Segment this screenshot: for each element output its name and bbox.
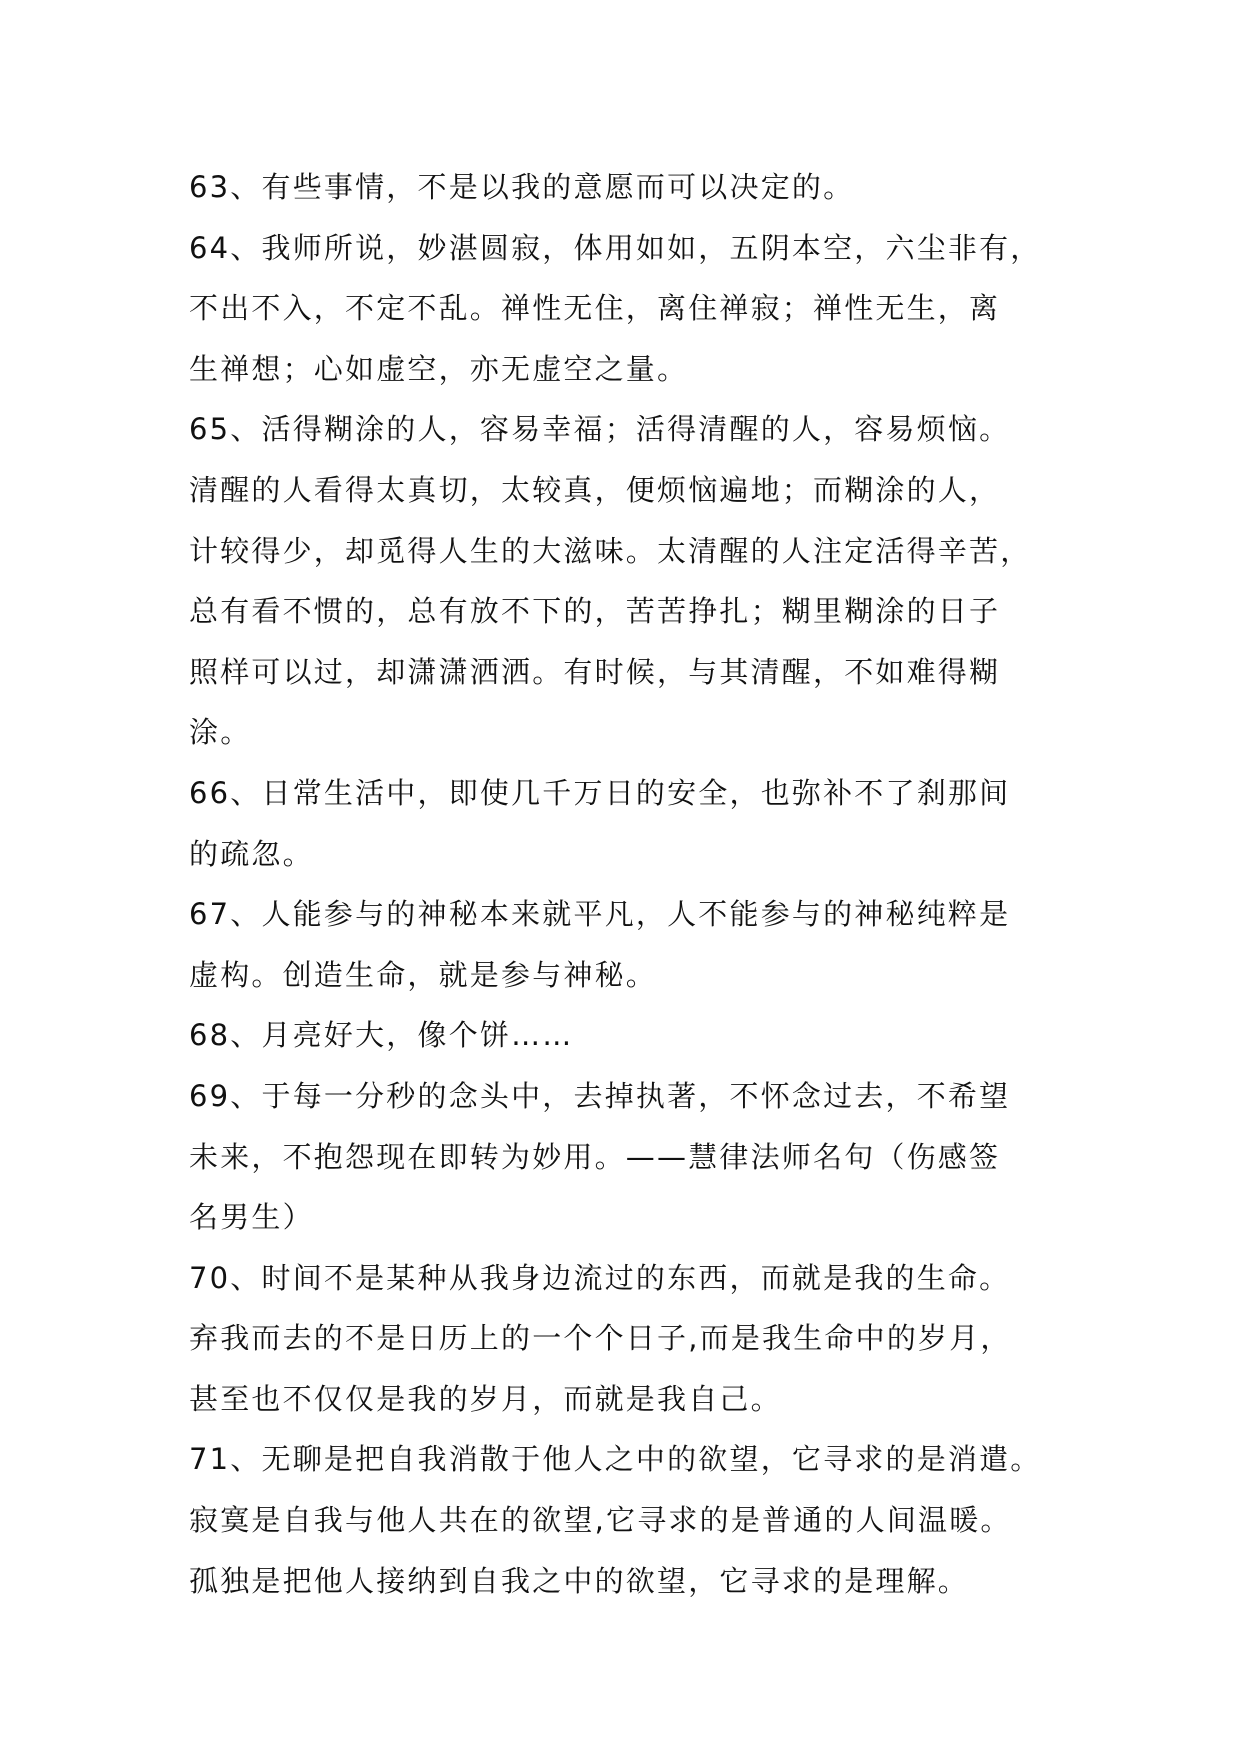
body-text (189, 157, 1069, 1611)
text-line: 不出不入，不定不乱。禅性无住，离住禅寂；禅性无生，离 (189, 291, 1001, 326)
text-line: 64、我师所说，妙湛圆寂，体用如如，五阴本空，六尘非有， (189, 230, 1042, 265)
text-line: 甚至也不仅仅是我的岁月，而就是我自己。 (189, 1381, 782, 1416)
text-line: 未来，不抱怨现在即转为妙用。——慧律法师名句（伤感签 (189, 1139, 1001, 1174)
text-line: 生禅想；心如虚空，亦无虚空之量。 (189, 351, 689, 386)
text-line: 63、有些事情，不是以我的意愿而可以决定的。 (189, 170, 855, 204)
text-line: 67、人能参与的神秘本来就平凡，人不能参与的神秘纯粹是 (189, 897, 1011, 932)
text-line: 清醒的人看得太真切，太较真，便烦恼遍地；而糊涂的人， (189, 472, 1001, 507)
text-line: 照样可以过，却潇潇洒洒。有时候，与其清醒，不如难得糊 (189, 654, 1001, 689)
text-line: 69、于每一分秒的念头中，去掉执著，不怀念过去，不希望 (189, 1078, 1011, 1113)
text-line: 66、日常生活中，即使几千万日的安全，也弥补不了刹那间 (189, 775, 1011, 810)
text-line: 68、月亮好大，像个饼…… (189, 1018, 574, 1053)
text-line: 70、时间不是某种从我身边流过的东西，而就是我的生命。 (189, 1260, 1011, 1295)
text-line: 寂寞是自我与他人共在的欲望,它寻求的是普通的人间温暖。 (189, 1503, 1012, 1538)
text-line: 的疏忽。 (189, 836, 314, 871)
text-line: 名男生） (189, 1200, 314, 1235)
text-line: 计较得少，却觅得人生的大滋味。太清醒的人注定活得辛苦， (189, 533, 1032, 568)
text-line: 总有看不惯的，总有放不下的，苦苦挣扎；糊里糊涂的日子 (189, 594, 1001, 629)
text-line: 弃我而去的不是日历上的一个个日子,而是我生命中的岁月， (189, 1321, 1012, 1356)
text-line: 孤独是把他人接纳到自我之中的欲望，它寻求的是理解。 (189, 1563, 970, 1598)
text-line: 71、无聊是把自我消散于他人之中的欲望，它寻求的是消遣。 (189, 1442, 1042, 1477)
text-line: 65、活得糊涂的人，容易幸福；活得清醒的人，容易烦恼。 (189, 412, 1011, 447)
text-line: 虚构。创造生命，就是参与神秘。 (189, 957, 658, 992)
text-line: 涂。 (189, 715, 252, 750)
